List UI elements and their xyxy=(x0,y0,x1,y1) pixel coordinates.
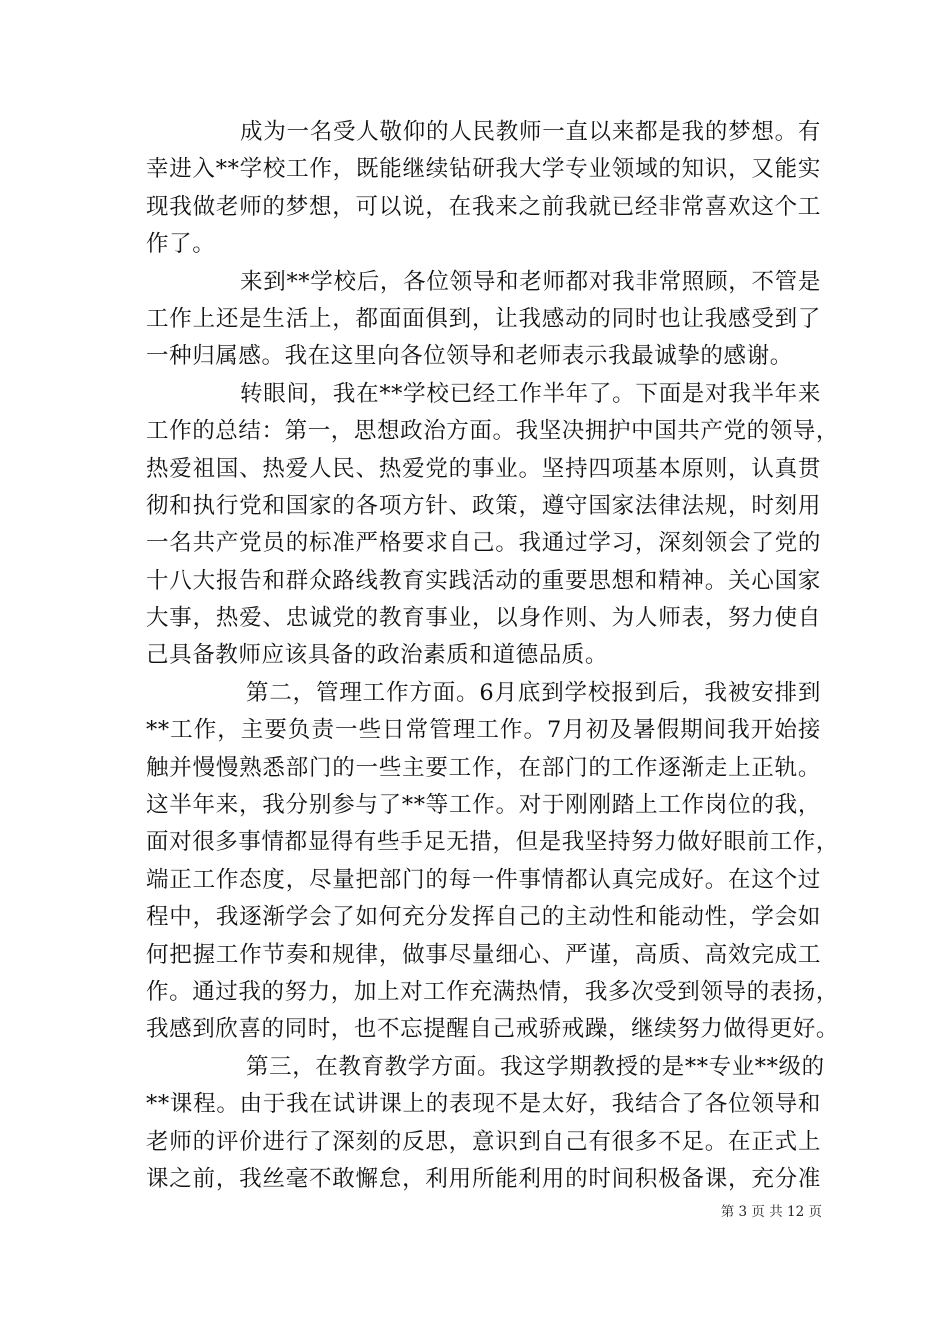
paragraph-5-line: 老师的评价进行了深刻的反思，意识到自己有很多不足。在正式上 xyxy=(146,1128,821,1155)
paragraph-3-line: 工作的总结：第一，思想政治方面。我坚决拥护中国共产党的领导， xyxy=(146,418,840,445)
paragraph-4-line: **工作，主要负责一些日常管理工作。7月初及暑假期间我开始接 xyxy=(146,717,821,744)
paragraph-4-line: 第二，管理工作方面。6月底到学校报到后，我被安排到 xyxy=(246,679,821,706)
paragraph-5-line: **课程。由于我在试讲课上的表现不是太好，我结合了各位领导和 xyxy=(146,1091,821,1118)
paragraph-2-line: 工作上还是生活上，都面面俱到，让我感动的同时也让我感受到了 xyxy=(146,305,821,332)
paragraph-1-line: 幸进入**学校工作，既能继续钻研我大学专业领域的知识，又能实 xyxy=(146,156,821,183)
paragraph-3-line: 热爱祖国、热爱人民、热爱党的事业。坚持四项基本原则，认真贯 xyxy=(146,455,821,482)
paragraph-4-line: 作。通过我的努力，加上对工作充满热情，我多次受到领导的表扬， xyxy=(146,978,840,1005)
paragraph-2-line: 来到**学校后，各位领导和老师都对我非常照顾，不管是 xyxy=(240,268,821,295)
paragraph-2-line: 一种归属感。我在这里向各位领导和老师表示我最诚挚的感谢。 xyxy=(146,343,793,370)
paragraph-5-line: 课之前，我丝毫不敢懈怠，利用所能利用的时间积极备课，充分准 xyxy=(146,1165,821,1192)
paragraph-5-line: 第三，在教育教学方面。我这学期教授的是**专业**级的 xyxy=(246,1053,825,1080)
paragraph-1-line: 现我做老师的梦想，可以说，在我来之前我就已经非常喜欢这个工 xyxy=(146,193,821,220)
body-text xyxy=(146,114,840,1198)
paragraph-3-line: 大事，热爱、忠诚党的教育事业，以身作则、为人师表，努力使自 xyxy=(146,605,821,632)
paragraph-4-line: 触并慢慢熟悉部门的一些主要工作，在部门的工作逐渐走上正轨。 xyxy=(146,754,821,781)
paragraph-3-line: 彻和执行党和国家的各项方针、政策，遵守国家法律法规，时刻用 xyxy=(146,492,821,519)
paragraph-3-line: 转眼间，我在**学校已经工作半年了。下面是对我半年来 xyxy=(240,380,821,407)
paragraph-1-line: 作了。 xyxy=(146,231,216,258)
paragraph-3-line: 十八大报告和群众路线教育实践活动的重要思想和精神。关心国家 xyxy=(146,567,821,594)
paragraph-4-line: 我感到欣喜的同时，也不忘提醒自己戒骄戒躁，继续努力做得更好。 xyxy=(146,1016,840,1043)
paragraph-4-line: 端正工作态度，尽量把部门的每一件事情都认真完成好。在这个过 xyxy=(146,866,821,893)
paragraph-4-line: 这半年来，我分别参与了**等工作。对于刚刚踏上工作岗位的我， xyxy=(146,792,821,819)
page-number: 第 3 页 共 12 页 xyxy=(720,1204,822,1220)
paragraph-3-line: 己具备教师应该具备的政治素质和道德品质。 xyxy=(146,642,609,669)
paragraph-4-line: 面对很多事情都显得有些手足无措，但是我坚持努力做好眼前工作， xyxy=(146,829,840,856)
paragraph-1-line: 成为一名受人敬仰的人民教师一直以来都是我的梦想。有 xyxy=(240,119,821,145)
paragraph-3-line: 一名共产党员的标准严格要求自己。我通过学习，深刻领会了党的 xyxy=(146,530,821,557)
paragraph-4-line: 程中，我逐渐学会了如何充分发挥自己的主动性和能动性，学会如 xyxy=(146,904,821,931)
paragraph-4-line: 何把握工作节奏和规律，做事尽量细心、严谨，高质、高效完成工 xyxy=(146,941,821,968)
